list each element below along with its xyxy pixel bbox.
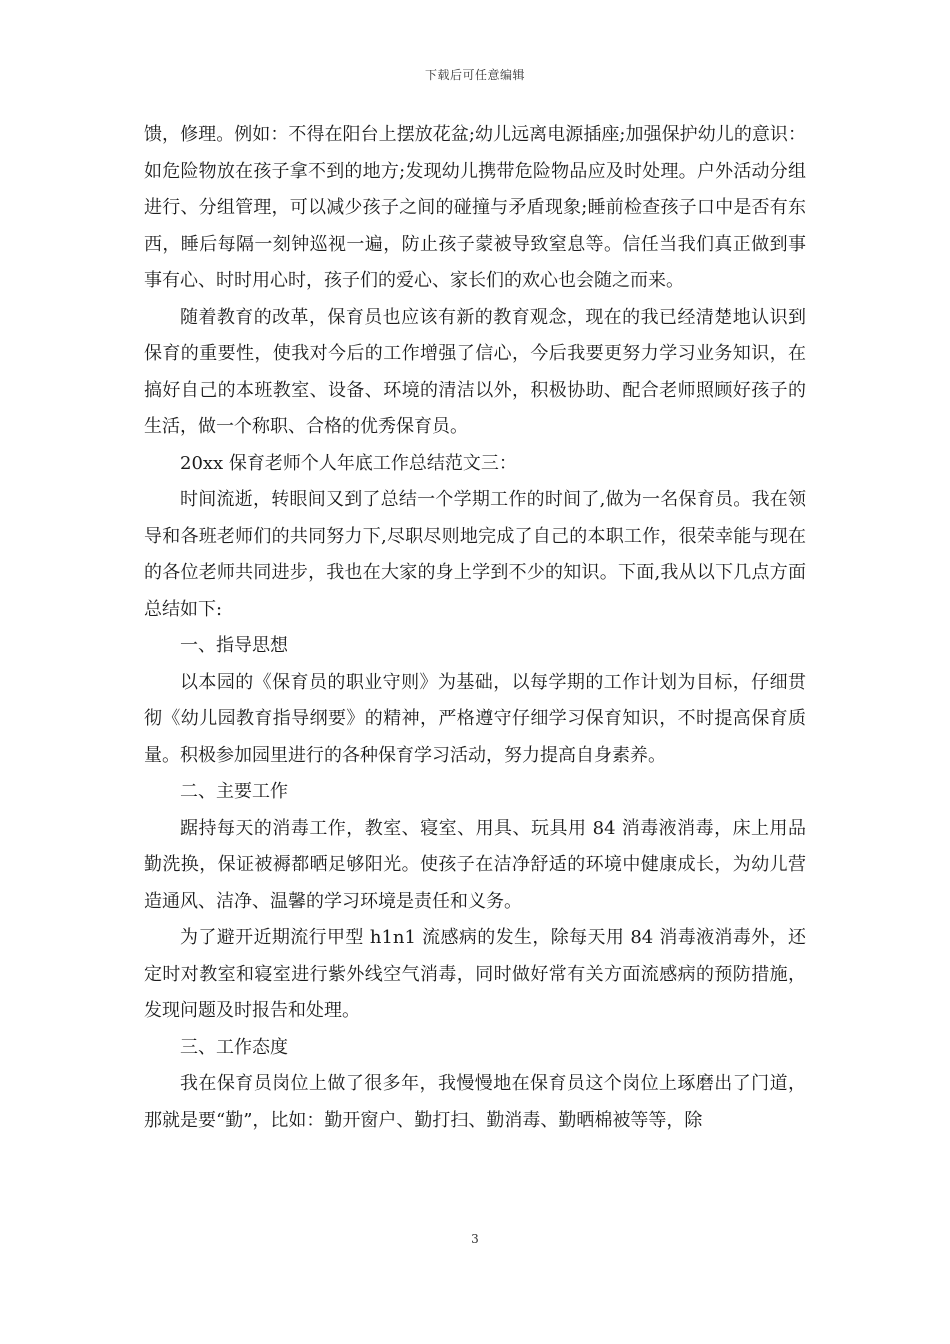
- section-heading-guiding-ideology: 一、指导思想: [180, 635, 288, 656]
- page-number: 3: [471, 1232, 479, 1246]
- paragraph: 随着教育的改革，保育员也应该有新的教育观念，现在的我已经清楚地认识到保育的重要性，使我对今后的工作增强了信心，今后我要更努力学习业务知识，在搞好自己的本班教室、设备、环境的清洁以外，积极协助、配合老师照顾好孩子的生活，做一个称职、合格的优秀保育员。: [144, 306, 806, 437]
- page-header: 下载后可任意编辑: [424, 68, 525, 82]
- paragraph: 以本园的《保育员的职业守则》为基础，以每学期的工作计划为目标，仔细贯彻《幼儿园教育指导纲要》的精神，严格遵守仔细学习保育知识，不时提高保育质量。积极参加园里进行的各种保育学习活动，努力提高自身素养。: [144, 671, 806, 766]
- paragraph: 时间流逝，转眼间又到了总结一个学期工作的时间了,做为一名保育员。我在领导和各班老师们的共同努力下,尽职尽则地完成了自己的本职工作，很荣幸能与现在的各位老师共同进步，我也在大家的身上学到不少的知识。下面,我从以下几点方面总结如下:: [144, 489, 806, 620]
- document-body: [144, 117, 806, 1139]
- section-heading-work-attitude: 三、工作态度: [180, 1036, 288, 1058]
- section-title: 20xx 保育老师个人年底工作总结范文三：: [180, 452, 517, 474]
- paragraph: 我在保育员岗位上做了很多年，我慢慢地在保育员这个岗位上琢磨出了门道，那就是要“勤”，比如：勤开窗户、勤打扫、勤消毒、勤晒棉被等等，除: [144, 1073, 806, 1131]
- paragraph-continued: 馈，修理。例如：不得在阳台上摆放花盆;幼儿远离电源插座;加强保护幼儿的意识：如危险物放在孩子拿不到的地方;发现幼儿携带危险物品应及时处理。户外活动分组进行、分组管理，可以减少孩子之间的碰撞与矛盾现象;睡前检查孩子口中是否有东西，睡后每隔一刻钟巡视一遍，防止孩子蒙被导致窒息等。信任当我们真正做到事事有心、时时用心时，孩子们的爱心、家长们的欢心也会随之而来。: [144, 124, 806, 291]
- paragraph: 为了避开近期流行甲型 h1n1 流感病的发生，除每天用 84 消毒液消毒外，还定时对教室和寝室进行紫外线空气消毒，同时做好常有关方面流感病的预防措施，发现问题及时报告和处理。: [144, 927, 806, 1021]
- paragraph: 踞持每天的消毒工作，教室、寝室、用具、玩具用 84 消毒液消毒，床上用品勤洗换，保证被褥都晒足够阳光。使孩子在洁净舒适的环境中健康成长，为幼儿营造通风、洁净、温馨的学习环境是责任和义务。: [144, 817, 806, 912]
- section-heading-main-work: 二、主要工作: [180, 781, 288, 802]
